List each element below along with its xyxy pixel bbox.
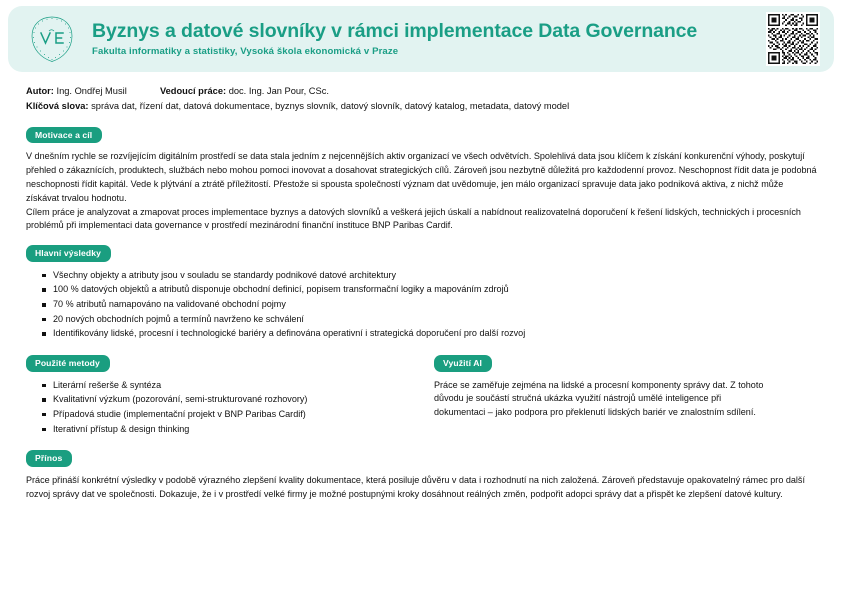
section-badge-contribution: Přínos [26,450,72,467]
paragraph: V dnešním rychle se rozvíjejícím digitálním prostředí se data stala jedním z nejcennějších aktiv organizací ve všech odvětvích. Spolehlivá data jsou klíčem k získání konkurenční výhody, poskytují přehled o zákaznících, produktech, službách nebo mohou pomoci inovovat a dosahovat strategických cílů. Zároveň jsou nezbytně důležitá pro každodenní provoz. Neschopnost řídit data je podobná neschopnosti řídit kapitál. Vede k plýtvání a ztrátě příležitostí. Přestože si spousta společností význam dat uvědomuje, jen málo organizací spravuje data jako podniková aktiva, z nichž může získávat trvalou hodnotu. [26,151,817,203]
list-item: Literární rešerše & syntéza [42,378,430,393]
poster-content [26,125,818,502]
poster-header [8,6,834,72]
author-row [26,84,818,99]
section-badge-methods: Použité metody [26,355,110,372]
keywords-label: Klíčová slova: [26,101,89,112]
section-contribution [26,448,818,501]
header-text-block [92,21,756,57]
qr-code-graphic [768,14,818,64]
logo-seal-graphic [27,14,77,64]
section-body-ai-usage [434,379,764,420]
supervisor-label: Vedoucí práce: [159,86,227,96]
list-item: 20 nových obchodních pojmů a termínů navrženo ke schválení [42,312,818,327]
list-item: Identifikovány lidské, procesní i technologické bariéry a definována operativní i strategická doporučení pro další rozvoj [42,326,818,341]
supervisor-value: doc. Ing. Jan Pour, CSc. [228,86,329,96]
list-item: 100 % datových objektů a atributů disponuje obchodní definicí, popisem transformační logiky a mapováním zdrojů [42,282,818,297]
section-badge-ai-usage: Využití AI [434,355,492,372]
author-label: Autor: [26,86,54,96]
results-list [26,268,818,341]
section-body-motivation [26,150,818,233]
qr-code[interactable] [766,12,820,66]
author-value: Ing. Ondřej Musil [56,86,127,96]
keywords-value: správa dat, řízení dat, datová dokumentace, byznys slovník, datový slovník, datový katalog, metadata, datový model [91,101,570,112]
section-motivation [26,125,818,234]
methods-list [26,378,430,437]
list-item: Všechny objekty a atributy jsou v souladu se standardy podnikové datové architektury [42,268,818,283]
two-column-row [26,353,818,436]
list-item: Iterativní přístup & design thinking [42,422,430,437]
paragraph: Práce se zaměřuje zejména na lidské a procesní komponenty správy dat. Z tohoto důvodu je součástí stručná ukázka využití nástrojů umělé inteligence při dokumentaci – jako podpora pro překlenutí lidských bariér ve znalostním sdílení. [434,379,764,418]
keywords-row [26,99,818,114]
list-item: Případová studie (implementační projekt v BNP Paribas Cardif) [42,407,430,422]
section-methods [26,353,430,436]
page-title: Byznys a datové slovníky v rámci implementace Data Governance [92,19,698,42]
paragraph: Práce přináší konkrétní výsledky v podobě výrazného zlepšení kvality dokumentace, která posiluje důvěru v data i rozhodnutí na nich založená. Zároveň představuje opakovatelný rámec pro další rozvoj správy dat ve společnosti. Dokazuje, že i v prostředí velké firmy je možné postupnými kroky dosáhnout reálných změn, podpořit adopci správy dat a přispět ke zlepšení datové kultury. [26,474,805,499]
section-results [26,243,818,341]
list-item: Kvalitativní výzkum (pozorování, semi-strukturované rozhovory) [42,392,430,407]
section-badge-motivation: Motivace a cíl [26,127,102,144]
section-ai-usage [430,353,818,436]
section-body-contribution [26,474,818,502]
section-badge-results: Hlavní výsledky [26,245,111,262]
paragraph: Cílem práce je analyzovat a zmapovat proces implementace byznys a datových slovníků a veškerá jejich úskalí a nabídnout realizovatelná doporučení k řešení lidských, technických i procesních problémů při implementaci data governance v prostředí mezinárodní finanční instituce BNP Paribas Cardif. [26,206,801,231]
page-subtitle: Fakulta informatiky a statistiky, Vysoká škola ekonomická v Praze [92,45,399,57]
vse-university-seal-logo [26,13,78,65]
list-item: 70 % atributů namapováno na validované obchodní pojmy [42,297,818,312]
poster-meta [26,84,818,115]
